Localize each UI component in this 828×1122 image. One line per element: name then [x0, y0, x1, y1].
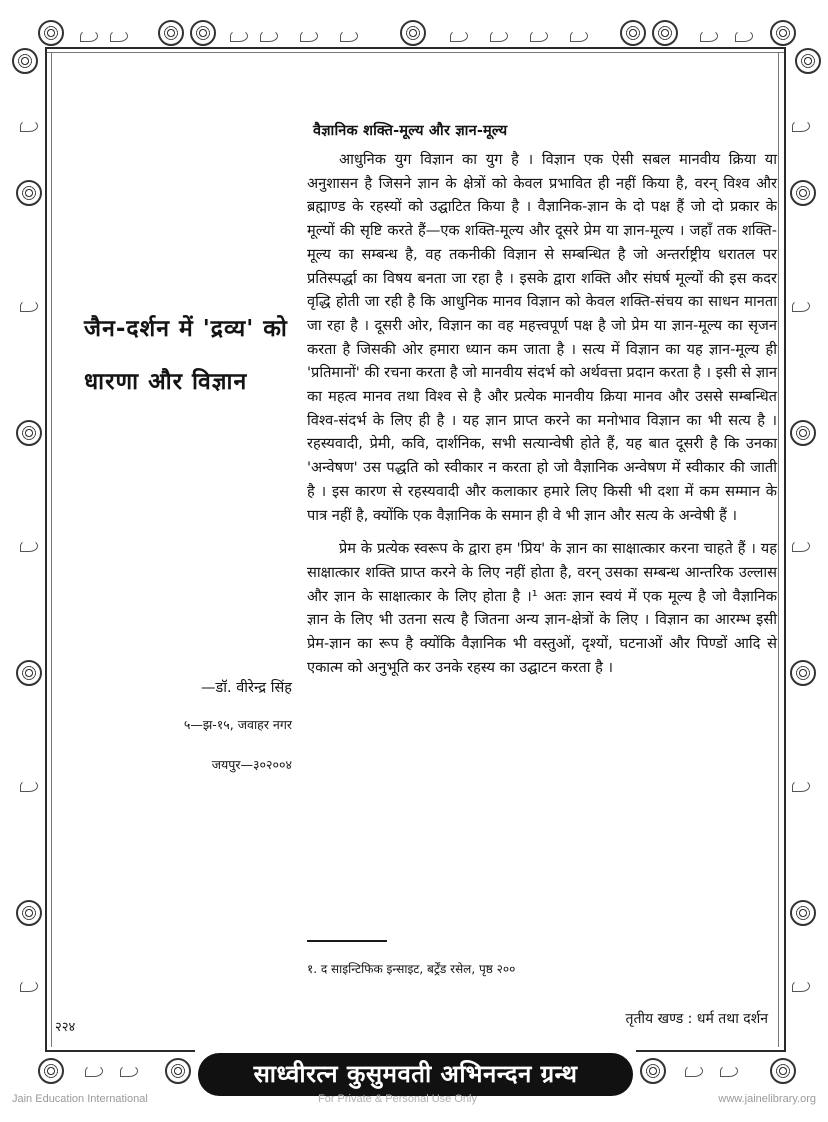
rosette-ornament — [12, 48, 38, 74]
paragraph: आधुनिक युग विज्ञान का युग है । विज्ञान एक ऐसी सबल मानवीय क्रिया या अनुशासन है जिसने ज्ञान के क्षेत्रों को केवल प्रभावित ही नहीं किया है, वरन् विश्व और ब्रह्माण्ड के रहस्यों को उद्घाटित किया है । वैज्ञानिक-ज्ञान के दो पक्ष हैं जो दो प्रकार के मूल्यों की सृष्टि करते हैं—एक शक्ति-मूल्य और दूसरे प्रेम या ज्ञान-मूल्य । जहाँ तक शक्ति-मूल्य का सम्बन्ध है, वह तकनीकी विज्ञान से सम्बन्धित है जो अन्तर्राष्ट्रीय धरातल पर प्रतिस्पर्द्धा का विषय बनता जा रहा है । इसके द्वारा शक्ति और संघर्ष मूल्यों की इस कदर वृद्धि होती जा रही है कि आधुनिक मानव विज्ञान को केवल शक्ति-संचय का साधन मानता जा रहा है । दूसरी ओर, विज्ञान का वह महत्त्वपूर्ण पक्ष है जो प्रेम या ज्ञान-मूल्य का सृजन करता है जिसकी ओर हमारा ध्यान कम जाता है । सत्य में विज्ञान का यह ज्ञान-मूल्य ही 'प्रतिमानों' की रचना करता है जो मानवीय संदर्भ को अर्थवत्ता प्रदान करता है । इसी से ज्ञान का महत्व मानव तथा विश्व से है और प्रत्येक मानवीय क्रिया मानव और उससे सम्बन्धित विश्व-संदर्भ के लिए ही है । यह ज्ञान प्राप्त करने का मनोभाव विज्ञान का भी सत्य है । रहस्यवादी, प्रेमी, कवि, दार्शनिक, सभी सत्यान्वेषी होते हैं, यह बात दूसरी है कि उनका 'अन्वेषण' उस पद्धति को स्वीकार न करता हो जो वैज्ञानिक अन्वेषण में स्वीकार की जाती है । इस कारण से रहस्यवादी और कलाकार हमारे लिए किसी भी दशा में कम सम्मान के पात्र नहीं है, क्योंकि एक वैज्ञानिक के समान ही वे भी ज्ञान और सत्य के अन्वेषी हैं । — [307, 151, 777, 524]
author-address-line1: ५—झ-१५, जवाहर नगर — [183, 717, 292, 732]
rosette-ornament — [400, 20, 426, 46]
author-name: —डॉ. वीरेन्द्र सिंह — [200, 680, 292, 696]
rosette-ornament — [165, 1058, 191, 1084]
footnote: १. द साइन्टिफिक इन्साइट, बर्ट्रेंड रसेल, पृष्ठ २०० — [307, 962, 516, 976]
rosette-ornament — [652, 20, 678, 46]
section-heading: वैज्ञानिक शक्ति-मूल्य और ज्ञान-मूल्य — [313, 123, 508, 139]
page-number: २२४ — [55, 1020, 76, 1035]
watermark-url[interactable]: www.jainelibrary.org — [718, 1093, 816, 1105]
rosette-ornament — [770, 20, 796, 46]
watermark-usage: For Private & Personal Use Only — [318, 1093, 477, 1105]
rosette-ornament — [790, 420, 816, 446]
rosette-ornament — [640, 1058, 666, 1084]
watermark-publisher: Jain Education International — [12, 1093, 148, 1105]
rosette-ornament — [38, 20, 64, 46]
rosette-ornament — [158, 20, 184, 46]
rosette-ornament — [620, 20, 646, 46]
paragraph: प्रेम के प्रत्येक स्वरूप के द्वारा हम 'प्रिय' के ज्ञान का साक्षात्कार करना चाहते हैं । यह साक्षात्कार शक्ति प्राप्त करने के लिए नहीं होता है, वरन् उसका सम्बन्ध आन्तरिक उल्लास और ज्ञान के साक्षात्कार के लिए होता है ।¹ अतः ज्ञान स्वयं में एक मूल्य है जो वैज्ञानिक ज्ञान के लिए भी उतना सत्य है जितना अन्य ज्ञान-क्षेत्रों के लिए । विज्ञान का आरम्भ इसी प्रेम-ज्ञान का रूप है क्योंकि वैज्ञानिक भी वस्तुओं, दृश्यों, घटनाओं और पिण्डों आदि से एकात्म को अनुभूति कर उनके रहस्य का उद्घाटन करता है । — [307, 540, 777, 676]
footnote-divider — [307, 940, 387, 942]
article-title: जैन-दर्शन में 'द्रव्य' को धारणा और विज्ञान — [84, 316, 288, 395]
rosette-ornament — [38, 1058, 64, 1084]
book-title-banner: साध्वीरत्न कुसुमवती अभिनन्दन ग्रन्थ — [198, 1053, 633, 1096]
rosette-ornament — [16, 180, 42, 206]
rosette-ornament — [16, 900, 42, 926]
section-label: तृतीय खण्ड : धर्म तथा दर्शन — [625, 1011, 768, 1027]
article-body — [307, 148, 777, 679]
rosette-ornament — [795, 48, 821, 74]
rosette-ornament — [770, 1058, 796, 1084]
rosette-ornament — [790, 660, 816, 686]
rosette-ornament — [16, 660, 42, 686]
rosette-ornament — [790, 180, 816, 206]
rosette-ornament — [190, 20, 216, 46]
rosette-ornament — [790, 900, 816, 926]
author-address-line2: जयपुर—३०२००४ — [211, 757, 292, 772]
rosette-ornament — [16, 420, 42, 446]
